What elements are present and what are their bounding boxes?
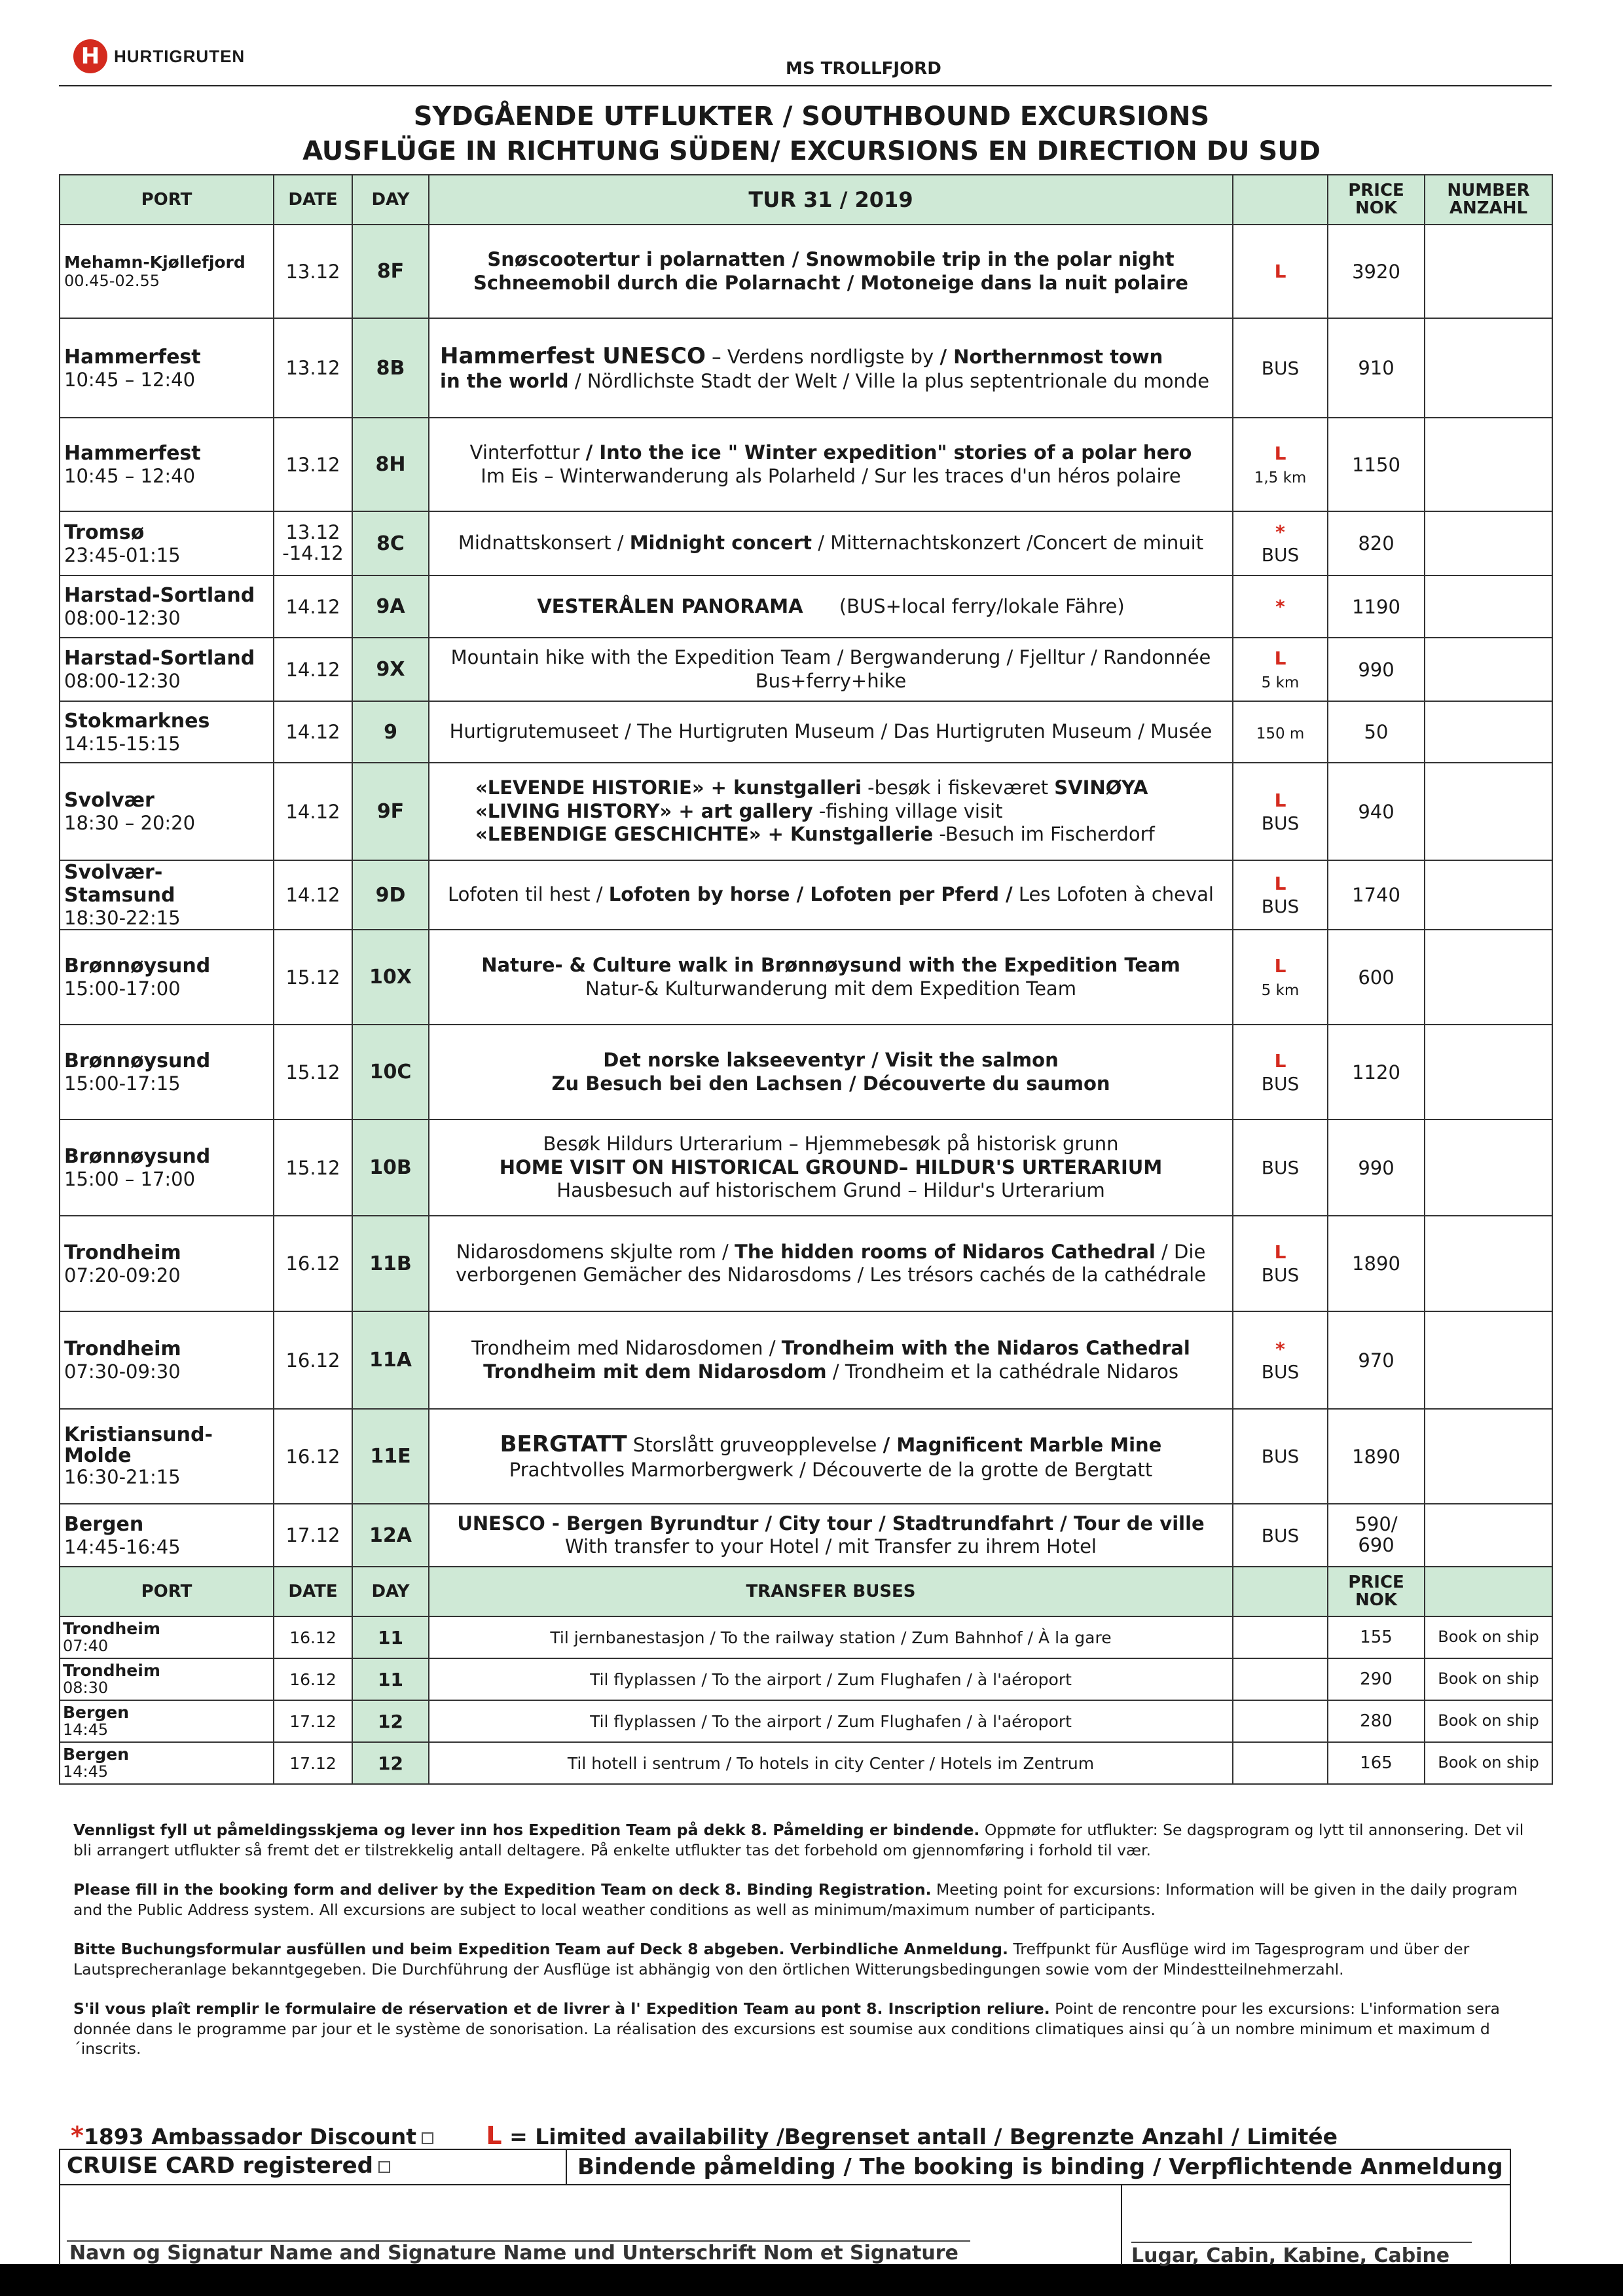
limited-cell: BUS bbox=[1233, 1504, 1328, 1567]
day-cell: 9F bbox=[352, 763, 429, 860]
day-cell: 8B bbox=[352, 318, 429, 418]
excursions-table bbox=[59, 174, 1553, 1785]
port-time: 00.45-02.55 bbox=[64, 272, 160, 290]
number-input-cell[interactable] bbox=[1425, 1409, 1552, 1504]
col-tour: TUR 31 / 2019 bbox=[429, 175, 1233, 225]
tour-description: Trondheim med Nidarosdomen / Trondheim with the Nidaros Cathedral Trondheim mit dem Nidarosdom / Trondheim et la cathédrale Nidaros bbox=[429, 1311, 1233, 1409]
tour-description: Besøk Hildurs Urterarium – Hjemmebesøk på historisk grunn HOME VISIT ON HISTORICAL GROUND– HILDUR'S URTERARIUM Hausbesuch auf historischem Grund – Hildur's Urterarium bbox=[429, 1120, 1233, 1216]
number-input-cell[interactable] bbox=[1425, 511, 1552, 575]
table-row bbox=[60, 1025, 1552, 1120]
price-cell: 1120 bbox=[1328, 1025, 1425, 1120]
date-cell: 17.12 bbox=[274, 1700, 352, 1742]
table-row bbox=[60, 1504, 1552, 1567]
transfer-port: Bergen bbox=[63, 1744, 129, 1764]
limited-cell: L 5 km bbox=[1233, 638, 1328, 701]
number-input-cell[interactable] bbox=[1425, 1120, 1552, 1216]
book-on-ship: Book on ship bbox=[1425, 1700, 1552, 1742]
date-cell: 14.12 bbox=[274, 701, 352, 763]
port-time: 18:30 – 20:20 bbox=[64, 812, 196, 834]
transfer-description: Til jernbanestasjon / To the railway station / Zum Bahnhof / À la gare bbox=[429, 1616, 1233, 1658]
port-time: 23:45-01:15 bbox=[64, 543, 181, 566]
limited-cell: L BUS bbox=[1233, 860, 1328, 930]
date-cell: 13.12 bbox=[274, 225, 352, 318]
port-name: Hammerfest bbox=[64, 442, 201, 465]
port-name: Harstad-Sortland bbox=[64, 584, 255, 607]
col-day: DAY bbox=[352, 175, 429, 225]
limited-cell: BUS bbox=[1233, 1120, 1328, 1216]
price-cell: 590/ 690 bbox=[1328, 1504, 1425, 1567]
port-time: 08:00-12:30 bbox=[64, 607, 181, 629]
port-time: 10:45 – 12:40 bbox=[64, 465, 196, 487]
price-cell: 910 bbox=[1328, 318, 1425, 418]
limited-cell: BUS bbox=[1233, 318, 1328, 418]
day-cell: 11A bbox=[352, 1311, 429, 1409]
date-cell: 13.12 bbox=[274, 318, 352, 418]
number-input-cell[interactable] bbox=[1425, 930, 1552, 1025]
port-name: Brønnøysund bbox=[64, 1049, 211, 1072]
number-input-cell[interactable] bbox=[1425, 575, 1552, 638]
date-cell: 14.12 bbox=[274, 763, 352, 860]
transfer-description: Til flyplassen / To the airport / Zum Flughafen / à l'aéroport bbox=[429, 1658, 1233, 1700]
price-cell: 990 bbox=[1328, 1120, 1425, 1216]
tour-description: Snøscootertur i polarnatten / Snowmobile trip in the polar night Schneemobil durch die Polarnacht / Motoneige dans la nuit polaire bbox=[429, 225, 1233, 318]
day-cell: 11E bbox=[352, 1409, 429, 1504]
table-row bbox=[60, 1120, 1552, 1216]
day-cell: 10X bbox=[352, 930, 429, 1025]
limited-cell: 150 m bbox=[1233, 701, 1328, 763]
table-row bbox=[60, 225, 1552, 318]
tour-description: Vinterfottur / Into the ice " Winter expedition" stories of a polar hero Im Eis – Winterwanderung als Polarheld / Sur les traces d'un héros polaire bbox=[429, 418, 1233, 511]
limited-cell: * BUS bbox=[1233, 1311, 1328, 1409]
note-english: Please fill in the booking form and deliver by the Expedition Team on deck 8. Binding Registration. Meeting point for excursions: Information will be given in the daily program and the Public Address system. All excursions are subject to local weather conditions as well as minimum/maximum number of participants. bbox=[73, 1880, 1518, 1919]
ambassador-checkbox[interactable] bbox=[422, 2132, 433, 2144]
signature-box bbox=[59, 2149, 1511, 2265]
limited-cell: L BUS bbox=[1233, 1025, 1328, 1120]
signature-label: Navn og Signatur Name and Signature Name und Unterschrift Nom et Signature bbox=[69, 2242, 958, 2265]
col-number: NUMBER ANZAHL bbox=[1425, 175, 1552, 225]
port-name: Stokmarknes bbox=[64, 709, 210, 733]
day-cell: 10C bbox=[352, 1025, 429, 1120]
day-cell: 9 bbox=[352, 701, 429, 763]
tour-description: Lofoten til hest / Lofoten by horse / Lofoten per Pferd / Les Lofoten à cheval bbox=[429, 860, 1233, 930]
transfer-description: Til hotell i sentrum / To hotels in city Center / Hotels im Zentrum bbox=[429, 1742, 1233, 1784]
date-cell: 16.12 bbox=[274, 1616, 352, 1658]
ambassador-discount-label: 1893 Ambassador Discount bbox=[83, 2124, 416, 2149]
number-input-cell[interactable] bbox=[1425, 1216, 1552, 1311]
transfer-row bbox=[60, 1700, 1552, 1742]
transfer-header bbox=[60, 1567, 1552, 1616]
price-cell: 155 bbox=[1328, 1616, 1425, 1658]
day-cell: 9X bbox=[352, 638, 429, 701]
price-cell: 50 bbox=[1328, 701, 1425, 763]
transfer-row bbox=[60, 1658, 1552, 1700]
cruise-card-checkbox[interactable] bbox=[378, 2161, 390, 2173]
number-input-cell[interactable] bbox=[1425, 763, 1552, 860]
col-price: PRICE NOK bbox=[1328, 175, 1425, 225]
port-time: 15:00-17:00 bbox=[64, 977, 181, 1000]
date-cell: 13.12 bbox=[274, 418, 352, 511]
brand-name: HURTIGRUTEN bbox=[114, 46, 246, 66]
number-input-cell[interactable] bbox=[1425, 1311, 1552, 1409]
day-cell: 10B bbox=[352, 1120, 429, 1216]
day-cell: 12A bbox=[352, 1504, 429, 1567]
tour-description: Mountain hike with the Expedition Team / Bergwanderung / Fjelltur / Randonnée Bus+ferry+hike bbox=[429, 638, 1233, 701]
price-cell: 290 bbox=[1328, 1658, 1425, 1700]
table-row bbox=[60, 318, 1552, 418]
date-cell: 16.12 bbox=[274, 1216, 352, 1311]
port-time: 10:45 – 12:40 bbox=[64, 368, 196, 391]
price-cell: 1190 bbox=[1328, 575, 1425, 638]
book-on-ship: Book on ship bbox=[1425, 1658, 1552, 1700]
date-cell: 15.12 bbox=[274, 1120, 352, 1216]
table-row bbox=[60, 763, 1552, 860]
port-name: Brønnøysund bbox=[64, 955, 211, 977]
day-cell: 11B bbox=[352, 1216, 429, 1311]
limited-cell: L BUS bbox=[1233, 1216, 1328, 1311]
page-subtitle: AUSFLÜGE IN RICHTUNG SÜDEN/ EXCURSIONS EN DIRECTION DU SUD bbox=[302, 136, 1321, 166]
port-time: 14:15-15:15 bbox=[64, 732, 181, 755]
port-time: 18:30-22:15 bbox=[64, 907, 181, 929]
day-cell: 8H bbox=[352, 418, 429, 511]
price-cell: 990 bbox=[1328, 638, 1425, 701]
port-time: 07:30-09:30 bbox=[64, 1360, 181, 1383]
transfer-time: 08:30 bbox=[63, 1679, 109, 1697]
table-row bbox=[60, 930, 1552, 1025]
port-time: 16:30-21:15 bbox=[64, 1466, 181, 1488]
date-cell: 13.12 -14.12 bbox=[274, 511, 352, 575]
limited-cell: BUS bbox=[1233, 1409, 1328, 1504]
port-time: 15:00 – 17:00 bbox=[64, 1168, 196, 1190]
date-cell: 14.12 bbox=[274, 638, 352, 701]
table-row bbox=[60, 511, 1552, 575]
day-cell: 12 bbox=[352, 1742, 429, 1784]
note-norwegian: Vennligst fyll ut påmeldingsskjema og lever inn hos Expedition Team på dekk 8. Påmelding er bindende. Oppmøte for utflukter: Se dagsprogram og lytt til annonsering. Det vil bli arrangert utflukter så fremt det er tilstrekkelig antall deltagere. På enkelte utflukter tas det forbehold om gjennomføring i forhold til vær. bbox=[73, 1821, 1524, 1859]
day-cell: 11 bbox=[352, 1658, 429, 1700]
transfer-col-day: DAY bbox=[352, 1567, 429, 1616]
cruise-card-label: CRUISE CARD registered bbox=[67, 2153, 373, 2179]
number-input-cell[interactable] bbox=[1425, 318, 1552, 418]
table-row bbox=[60, 860, 1552, 930]
col-date: DATE bbox=[274, 175, 352, 225]
transfer-port: Trondheim bbox=[63, 1618, 160, 1638]
limited-cell: L bbox=[1233, 225, 1328, 318]
col-port: PORT bbox=[60, 175, 274, 225]
port-name: Svolvær bbox=[64, 789, 155, 812]
tour-description: Det norske lakseeventyr / Visit the salmon Zu Besuch bei den Lachsen / Découverte du saumon bbox=[429, 1025, 1233, 1120]
tour-description: «LEVENDE HISTORIE» + kunstgalleri -besøk i fiskeværet SVINØYA «LIVING HISTORY» + art gallery -fishing village visit «LEBENDIGE GESCHICHTE» + Kunstgallerie -Besuch im Fischerdorf bbox=[429, 763, 1233, 860]
number-input-cell[interactable] bbox=[1425, 225, 1552, 318]
port-name: Brønnøysund bbox=[64, 1145, 211, 1168]
tour-description: Hurtigrutemuseet / The Hurtigruten Museum / Das Hurtigruten Museum / Musée bbox=[429, 701, 1233, 763]
transfer-col-port: PORT bbox=[60, 1567, 274, 1616]
note-french: S'il vous plaît remplir le formulaire de réservation et de livrer à l' Expedition Team au pont 8. Inscription reliure. Point de rencontre pour les excursions: L'information sera donnée dans le programme par jour et le système de sonorisation. La réalisation des excursions est soumise aux conditions climatiques ainsi qu´à un nombre minimum et maximum d´inscrits. bbox=[73, 1999, 1500, 2058]
book-on-ship: Book on ship bbox=[1425, 1616, 1552, 1658]
price-cell: 940 bbox=[1328, 763, 1425, 860]
note-german: Bitte Buchungsformular ausfüllen und beim Expedition Team auf Deck 8 abgeben. Verbindliche Anmeldung. Treffpunkt für Ausflüge wird im Tagesprogram und über der Lautsprecheranlage bekanntgegeben. Die Durchführung der Ausflüge ist abhängig von den örtlichen Witterungsbedingungen sowie vom der Mindestteilnehmerzahl. bbox=[73, 1940, 1470, 1978]
limited-cell: * bbox=[1233, 575, 1328, 638]
day-cell: 8C bbox=[352, 511, 429, 575]
hurtigruten-logo-icon: H bbox=[73, 39, 107, 73]
tour-description: VESTERÅLEN PANORAMA (BUS+local ferry/lokale Fähre) bbox=[429, 575, 1233, 638]
table-row bbox=[60, 638, 1552, 701]
date-cell: 16.12 bbox=[274, 1311, 352, 1409]
day-cell: 8F bbox=[352, 225, 429, 318]
transfer-title: TRANSFER BUSES bbox=[429, 1567, 1233, 1616]
number-input-cell[interactable] bbox=[1425, 1504, 1552, 1567]
port-name: Tromsø bbox=[64, 520, 145, 544]
price-cell: 1740 bbox=[1328, 860, 1425, 930]
limited-cell: * BUS bbox=[1233, 511, 1328, 575]
table-row bbox=[60, 418, 1552, 511]
cabin-label: Lugar, Cabin, Kabine, Cabine bbox=[1131, 2244, 1450, 2267]
port-name: Trondheim bbox=[64, 1338, 181, 1360]
binding-notice: Bindende påmelding / The booking is binding / Verpflichtende Anmeldung bbox=[577, 2154, 1503, 2180]
number-input-cell[interactable] bbox=[1425, 418, 1552, 511]
transfer-col-date: DATE bbox=[274, 1567, 352, 1616]
port-name: Bergen bbox=[64, 1512, 144, 1536]
price-cell: 1150 bbox=[1328, 418, 1425, 511]
transfer-time: 07:40 bbox=[63, 1637, 109, 1655]
limited-cell: L 5 km bbox=[1233, 930, 1328, 1025]
date-cell: 16.12 bbox=[274, 1658, 352, 1700]
day-cell: 11 bbox=[352, 1616, 429, 1658]
col-limited bbox=[1233, 175, 1328, 225]
footer-legend: *1893 Ambassador Discount L = Limited availability /Begrenset antall / Begrenzte Anzahl / Limitée bbox=[71, 2121, 1338, 2150]
number-input-cell[interactable] bbox=[1425, 860, 1552, 930]
port-time: 08:00-12:30 bbox=[64, 670, 181, 692]
scan-bottom-band bbox=[0, 2264, 1623, 2296]
header-divider bbox=[59, 85, 1552, 86]
transfer-row bbox=[60, 1742, 1552, 1784]
tour-description: Nidarosdomens skjulte rom / The hidden rooms of Nidaros Cathedral / Die verborgenen Gemächer des Nidarosdoms / Les trésors cachés de la cathédrale bbox=[429, 1216, 1233, 1311]
transfer-port: Bergen bbox=[63, 1702, 129, 1722]
price-cell: 165 bbox=[1328, 1742, 1425, 1784]
date-cell: 15.12 bbox=[274, 1025, 352, 1120]
ship-name: MS TROLLFJORD bbox=[786, 59, 941, 79]
port-name: Kristiansund- Molde bbox=[64, 1423, 213, 1467]
day-cell: 9A bbox=[352, 575, 429, 638]
limited-legend: = Limited availability /Begrenset antall / Begrenzte Anzahl / Limitée bbox=[501, 2124, 1338, 2149]
table-row bbox=[60, 1216, 1552, 1311]
page-title: SYDGÅENDE UTFLUKTER / SOUTHBOUND EXCURSIONS bbox=[413, 101, 1210, 132]
price-cell: 3920 bbox=[1328, 225, 1425, 318]
tour-description: Hammerfest UNESCO – Verdens nordligste by / Northernmost town in the world / Nördlichste Stadt der Welt / Ville la plus septentrionale du monde bbox=[429, 318, 1233, 418]
price-cell: 970 bbox=[1328, 1311, 1425, 1409]
tour-description: Midnattskonsert / Midnight concert / Mitternachtskonzert /Concert de minuit bbox=[429, 511, 1233, 575]
table-row bbox=[60, 701, 1552, 763]
port-name: Hammerfest bbox=[64, 345, 201, 369]
transfer-time: 14:45 bbox=[63, 1721, 109, 1739]
table-row bbox=[60, 575, 1552, 638]
number-input-cell[interactable] bbox=[1425, 1025, 1552, 1120]
port-name: Svolvær-Stamsund bbox=[64, 861, 175, 907]
transfer-col-price: PRICE NOK bbox=[1328, 1567, 1425, 1616]
transfer-port: Trondheim bbox=[63, 1660, 160, 1680]
date-cell: 15.12 bbox=[274, 930, 352, 1025]
price-cell: 820 bbox=[1328, 511, 1425, 575]
day-cell: 12 bbox=[352, 1700, 429, 1742]
transfer-description: Til flyplassen / To the airport / Zum Flughafen / à l'aéroport bbox=[429, 1700, 1233, 1742]
tour-description: Nature- & Culture walk in Brønnøysund with the Expedition Team Natur-& Kulturwanderung mit dem Expedition Team bbox=[429, 930, 1233, 1025]
booking-notes bbox=[73, 1820, 1540, 2079]
limited-cell: L BUS bbox=[1233, 763, 1328, 860]
port-time: 15:00-17:15 bbox=[64, 1072, 181, 1095]
price-cell: 1890 bbox=[1328, 1409, 1425, 1504]
port-time: 14:45-16:45 bbox=[64, 1535, 181, 1558]
port-name: Trondheim bbox=[64, 1241, 181, 1264]
number-input-cell[interactable] bbox=[1425, 701, 1552, 763]
day-cell: 9D bbox=[352, 860, 429, 930]
brand-logo bbox=[73, 39, 245, 73]
price-cell: 600 bbox=[1328, 930, 1425, 1025]
date-cell: 17.12 bbox=[274, 1504, 352, 1567]
limited-cell: L 1,5 km bbox=[1233, 418, 1328, 511]
port-time: 07:20-09:20 bbox=[64, 1264, 181, 1286]
transfer-row bbox=[60, 1616, 1552, 1658]
date-cell: 17.12 bbox=[274, 1742, 352, 1784]
book-on-ship: Book on ship bbox=[1425, 1742, 1552, 1784]
table-row bbox=[60, 1311, 1552, 1409]
date-cell: 16.12 bbox=[274, 1409, 352, 1504]
port-name: Mehamn-Kjøllefjord bbox=[64, 253, 246, 272]
table-row bbox=[60, 1409, 1552, 1504]
transfer-time: 14:45 bbox=[63, 1762, 109, 1781]
date-cell: 14.12 bbox=[274, 575, 352, 638]
price-cell: 1890 bbox=[1328, 1216, 1425, 1311]
port-name: Harstad-Sortland bbox=[64, 647, 255, 670]
date-cell: 14.12 bbox=[274, 860, 352, 930]
tour-description: UNESCO - Bergen Byrundtur / City tour / Stadtrundfahrt / Tour de ville With transfer to your Hotel / mit Transfer zu ihrem Hotel bbox=[429, 1504, 1233, 1567]
tour-description: BERGTATT Storslått gruveopplevelse / Magnificent Marble Mine Prachtvolles Marmorbergwerk / Découverte de la grotte de Bergtatt bbox=[429, 1409, 1233, 1504]
table-header bbox=[60, 175, 1552, 225]
price-cell: 280 bbox=[1328, 1700, 1425, 1742]
cabin-field[interactable] bbox=[1131, 2242, 1472, 2243]
number-input-cell[interactable] bbox=[1425, 638, 1552, 701]
